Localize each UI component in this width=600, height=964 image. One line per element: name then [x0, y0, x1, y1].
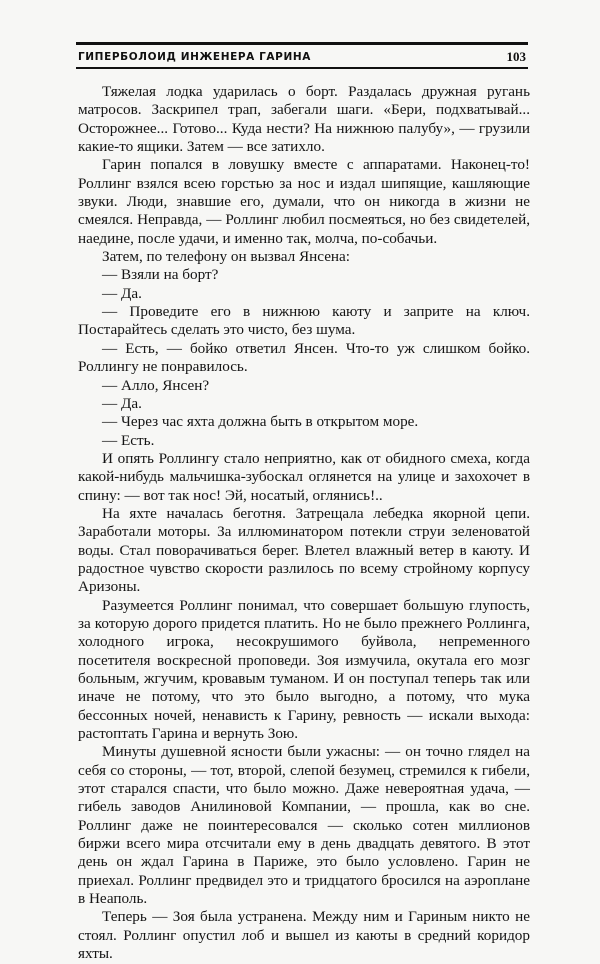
- paragraph: Затем, по телефону он вызвал Янсена:: [102, 248, 351, 266]
- running-title: ГИПЕРБОЛОИД ИНЖЕНЕРА ГАРИНА: [78, 51, 311, 63]
- dialogue-line: — Взяли на борт?: [102, 266, 219, 284]
- running-header: [76, 42, 528, 72]
- dialogue-line: — Да.: [102, 284, 142, 302]
- page-number: 103: [506, 49, 526, 64]
- paragraph: Разумеется Роллинг понимал, что совершает большую глупость, за которую дорого придется платить. Но не было прежнего Роллинга, холодного игрока, несокрушимого буйвола, непременного посетителя воскресной проповеди. Зоя измучила, окутала его мозг больным, жгучим, кровавым туманом. И он поступал теперь так или иначе не потому, что это было выгодно, а потому, что мука бессонных ночей, ненависть к Гарину, ревность — искали выхода: растоптать Гарина и вернуть Зою.: [78, 596, 530, 743]
- paragraph: Минуты душевной ясности были ужасны: — он точно глядел на себя со стороны, — тот, второй, слепой безумец, стремился к гибели, этот старался спасти, что было можно. Даже невероятная удача, — гибель заводов Анилиновой Компании, — прошла, как во сне. Роллинг даже не поинтересовался — сколько сотен миллионов биржи всего мира отсчитали ему в день двадцать девятого. В этот день он ждал Гарина в Париже, это было условлено. Гарин не приехал. Роллинг предвидел это и тридцатого бросился на аэроплане в Неаполь.: [78, 743, 530, 908]
- dialogue-line: — Да.: [102, 394, 142, 412]
- header-rule-bottom: [76, 67, 528, 69]
- dialogue-line: — Через час яхта должна быть в открытом море.: [102, 413, 419, 431]
- paragraph: На яхте началась беготня. Затрещала лебедка якорной цепи. Заработали моторы. За иллюминатором потекли струи зеленоватой воды. Стал поворачиваться берег. Влетел влажный ветер в каюту. И радостное чувство скорости разлилось по всему стройному корпусу Аризоны.: [78, 504, 530, 596]
- paragraph: И опять Роллингу стало неприятно, как от обидного смеха, когда какой-нибудь мальчишка-зубоскал оглянется на улице и захохочет в спину: — вот так нос! Эй, носатый, оглянись!..: [78, 449, 530, 504]
- paragraph: Гарин попался в ловушку вместе с аппаратами. Наконец-то! Роллинг взялся всею горстью за нос и издал шипящие, кашляющие звуки. Люди, знавшие его, думали, что он никогда в жизни не смеялся. Неправда, — Роллинг любил посмеяться, но без свидетелей, наедине, после удачи, и именно так, молча, по-собачьи.: [78, 156, 530, 247]
- dialogue-line: — Есть, — бойко ответил Янсен. Что-то уж слишком бойко. Роллингу не понравилось.: [78, 339, 530, 376]
- header-rule-top: [76, 42, 528, 45]
- paragraph: Теперь — Зоя была устранена. Между ним и Гариным никто не стоял. Роллинг опустил лоб и вышел из каюты в средний коридор яхты.: [78, 908, 530, 963]
- dialogue-line: — Алло, Янсен?: [102, 376, 210, 394]
- dialogue-line: — Есть.: [102, 431, 155, 449]
- dialogue-line: — Проведите его в нижнюю каюту и заприте на ключ. Постарайтесь сделать это чисто, без шума.: [78, 303, 530, 339]
- paragraph: Тяжелая лодка ударилась о борт. Раздалась дружная ругань матросов. Заскрипел трап, забегали шаги. «Бери, подхватывай... Осторожнее... Готово... Куда нести? На нижнюю палубу», — грузили какие-то ящики. Затем — все затихло.: [78, 83, 530, 156]
- body-text: [78, 83, 530, 964]
